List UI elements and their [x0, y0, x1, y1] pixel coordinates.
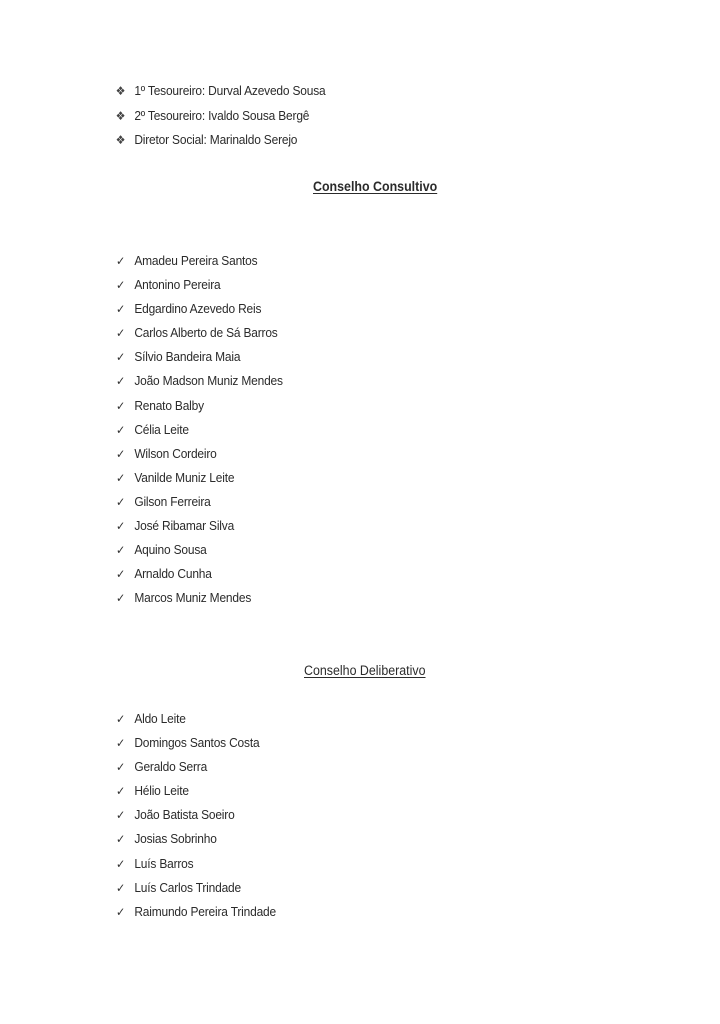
diamond-bullet-icon: ❖ — [115, 133, 126, 147]
checkmark-icon: ✓ — [115, 350, 126, 365]
member-name: Renato Balby — [134, 397, 204, 413]
member-name: Domingos Santos Costa — [134, 735, 260, 751]
diamond-bullet-icon: ❖ — [115, 84, 126, 98]
checkmark-icon: ✓ — [115, 254, 126, 268]
checkmark-icon: ✓ — [115, 543, 126, 558]
checkmark-icon: ✓ — [115, 422, 126, 437]
checkmark-icon: ✓ — [115, 784, 126, 799]
member-name: Edgardino Azevedo Reis — [134, 301, 262, 317]
checkmark-icon: ✓ — [115, 880, 126, 895]
member-name: Luís Barros — [134, 855, 194, 871]
member-name: Josias Sobrinho — [134, 831, 217, 847]
checkmark-icon: ✓ — [115, 856, 126, 871]
checkmark-icon: ✓ — [115, 446, 126, 461]
section-title-conselho-consultivo: Conselho Consultivo — [313, 179, 438, 194]
checkmark-icon: ✓ — [115, 712, 126, 726]
checkmark-icon: ✓ — [115, 567, 126, 582]
member-name: Raimundo Pereira Trindade — [134, 903, 276, 919]
checkmark-icon: ✓ — [115, 808, 126, 823]
section-title-conselho-deliberativo: Conselho Deliberativo — [304, 663, 426, 678]
member-name: Marcos Muniz Mendes — [134, 590, 252, 606]
checkmark-icon: ✓ — [115, 326, 126, 341]
checkmark-icon: ✓ — [115, 760, 126, 775]
member-name: Wilson Cordeiro — [134, 445, 217, 461]
member-name: Carlos Alberto de Sá Barros — [134, 325, 278, 341]
member-name: Aquino Sousa — [134, 542, 207, 558]
checkmark-icon: ✓ — [115, 832, 126, 847]
checkmark-icon: ✓ — [115, 904, 126, 919]
member-name: João Batista Soeiro — [134, 807, 235, 823]
member-name: Aldo Leite — [134, 711, 186, 726]
member-name: Luís Carlos Trindade — [134, 879, 241, 895]
member-name: João Madson Muniz Mendes — [134, 373, 283, 389]
checkmark-icon: ✓ — [115, 398, 126, 413]
checkmark-icon: ✓ — [115, 519, 126, 534]
member-name: Célia Leite — [134, 421, 189, 437]
checkmark-icon: ✓ — [115, 736, 126, 751]
checkmark-icon: ✓ — [115, 278, 126, 293]
checkmark-icon: ✓ — [115, 494, 126, 509]
member-name: Vanilde Muniz Leite — [134, 469, 235, 485]
officer-entry: 1º Tesoureiro: Durval Azevedo Sousa — [134, 83, 326, 98]
member-name: Gilson Ferreira — [134, 493, 211, 509]
member-name: Amadeu Pereira Santos — [134, 253, 258, 268]
member-name: Hélio Leite — [134, 783, 189, 799]
checkmark-icon: ✓ — [115, 302, 126, 317]
member-name: Arnaldo Cunha — [134, 566, 212, 582]
officer-entry: 2º Tesoureiro: Ivaldo Sousa Bergê — [134, 107, 310, 123]
diamond-bullet-icon: ❖ — [115, 108, 126, 123]
officer-entry: Diretor Social: Marinaldo Serejo — [134, 132, 298, 147]
checkmark-icon: ✓ — [115, 591, 126, 606]
member-name: Antonino Pereira — [134, 277, 221, 293]
member-name: Sílvio Bandeira Maia — [134, 349, 241, 365]
member-name: Geraldo Serra — [134, 759, 208, 775]
checkmark-icon: ✓ — [115, 470, 126, 485]
member-name: José Ribamar Silva — [134, 518, 235, 534]
checkmark-icon: ✓ — [115, 374, 126, 389]
